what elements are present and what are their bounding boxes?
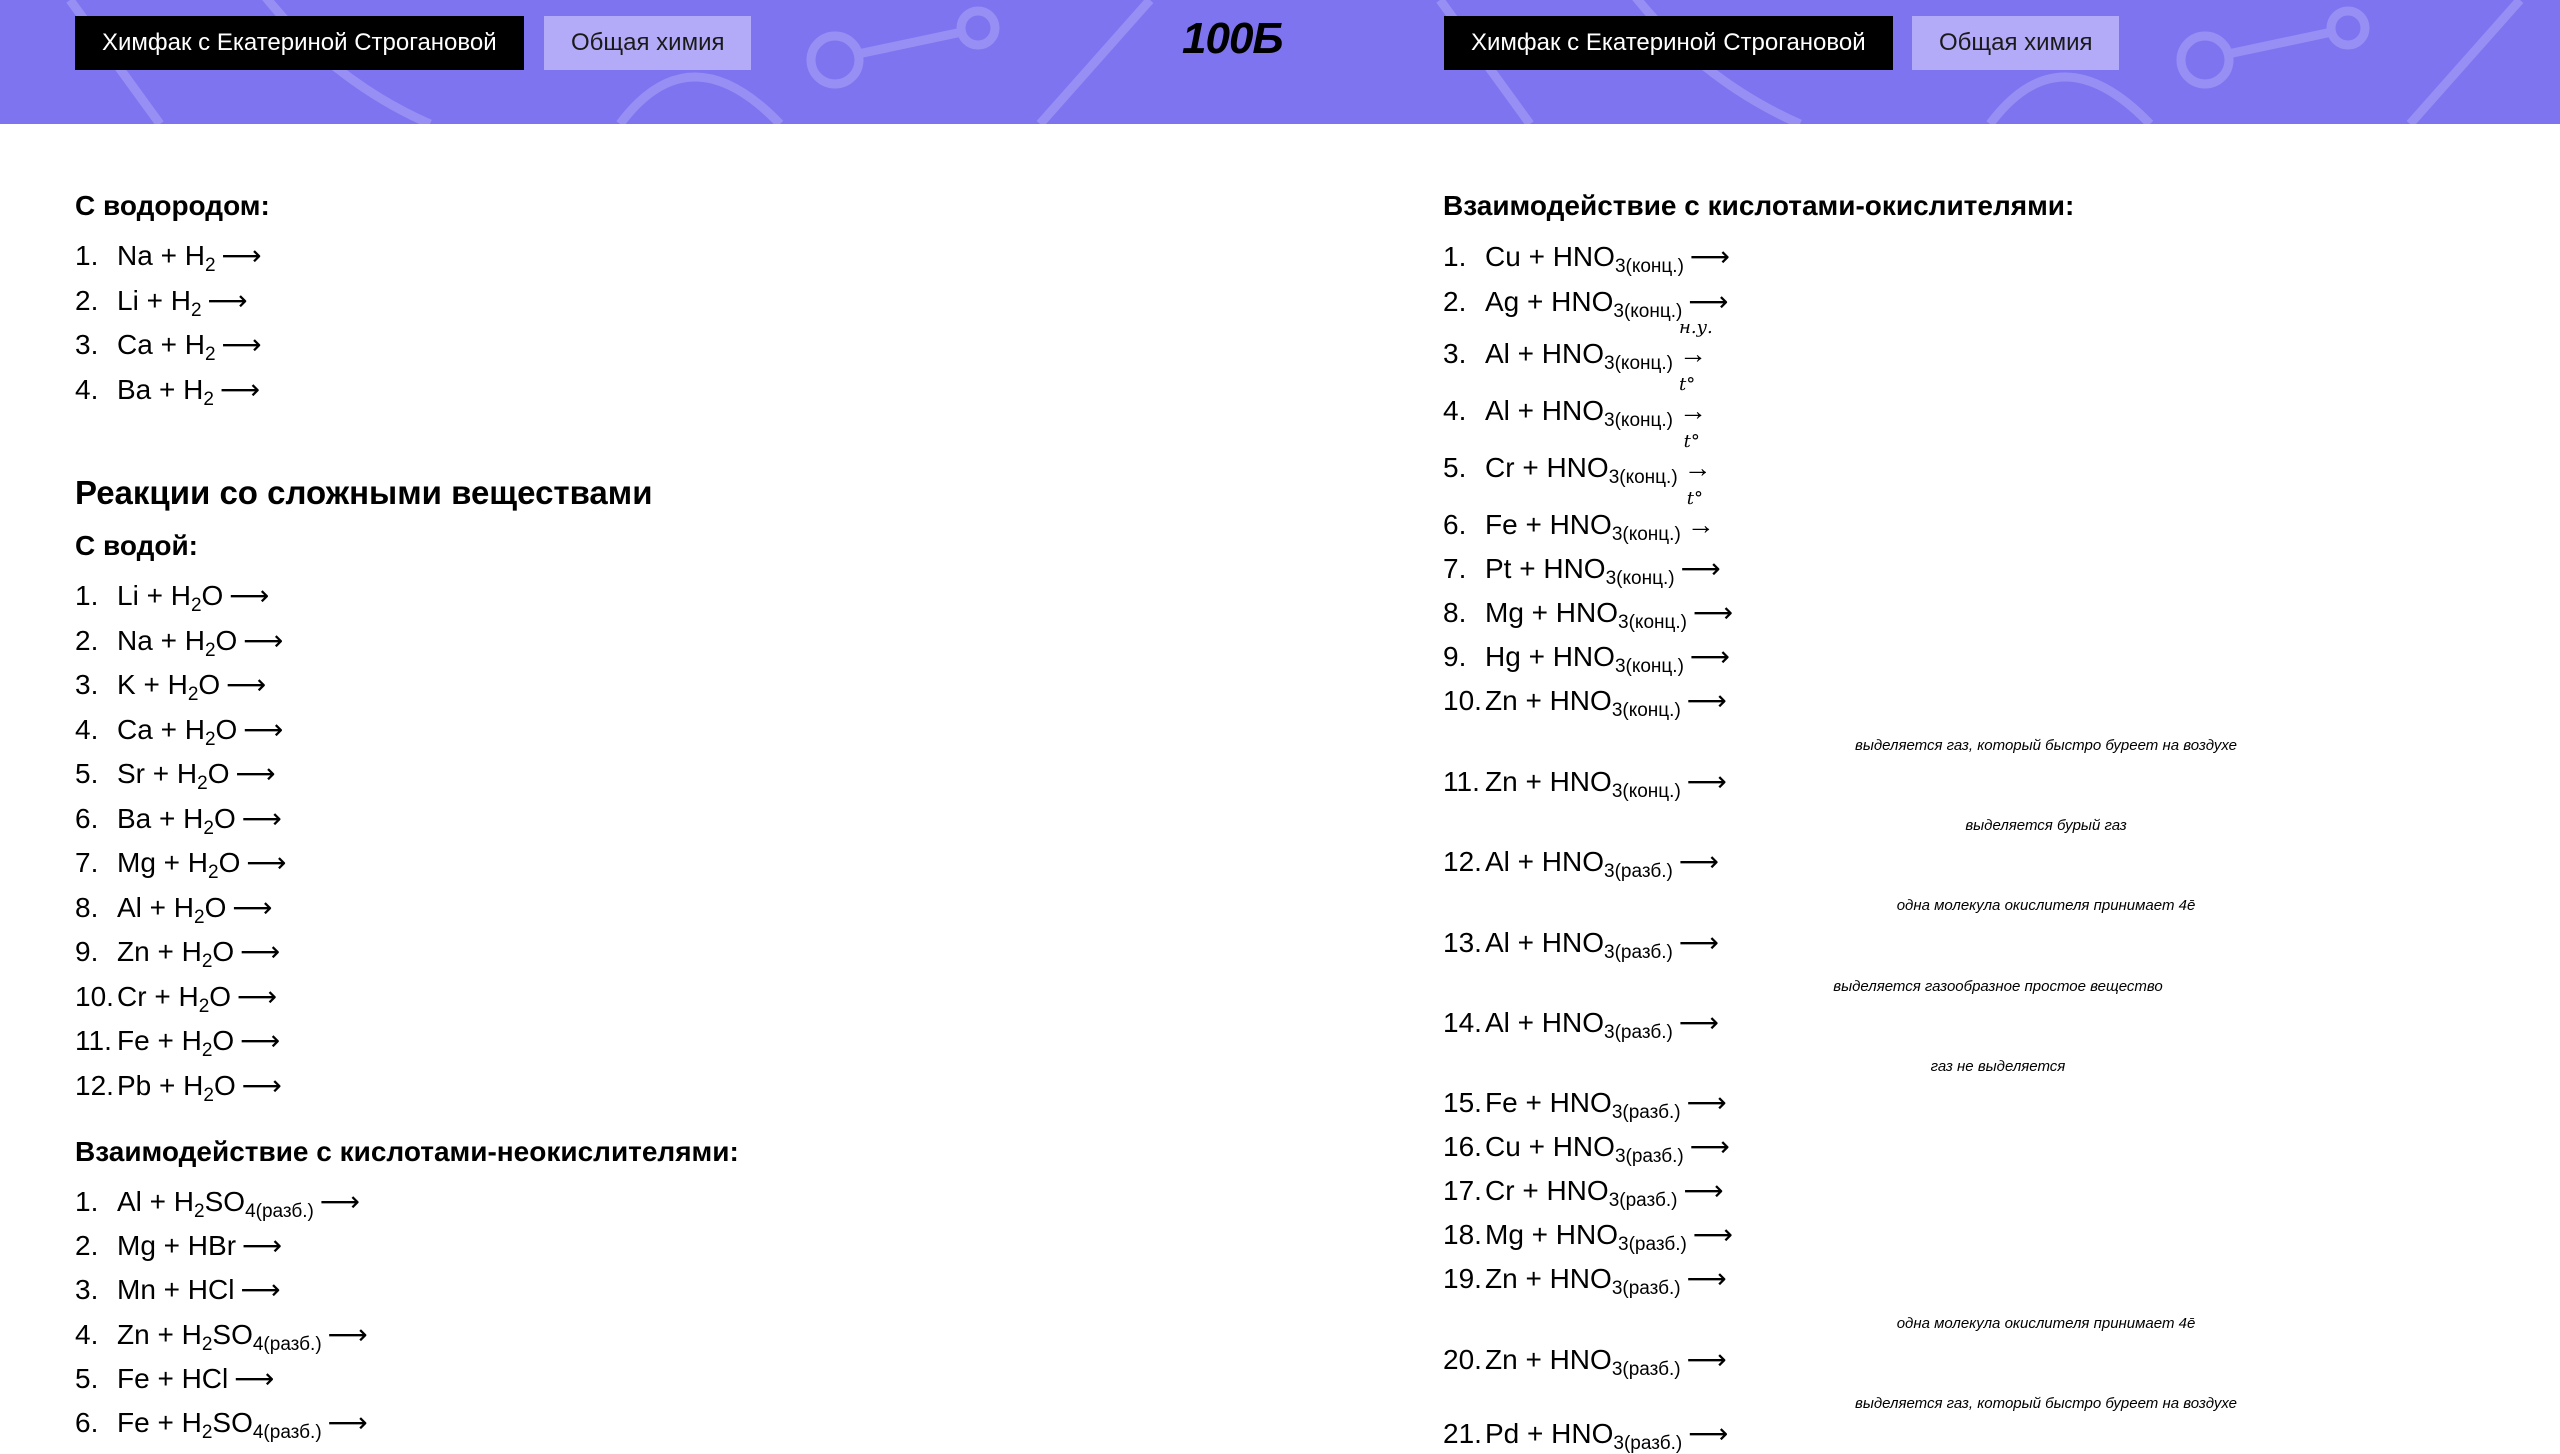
item-number: 5.: [75, 758, 99, 789]
subscript: 3(разб.): [1608, 1190, 1678, 1211]
reaction-arrow: [234, 1359, 274, 1399]
reactants-tail: O: [215, 713, 238, 745]
reactants: Mg + HBr: [117, 1230, 237, 1261]
subscript: 2: [201, 1422, 213, 1443]
reaction-arrow: [242, 1066, 282, 1106]
subscript: 3(разб.): [1613, 1433, 1683, 1454]
subscript: 3(разб.): [1604, 1022, 1673, 1043]
reactants: Pb + H: [117, 1069, 204, 1101]
item-number: 9.: [1443, 641, 1467, 672]
reaction-arrow: [1693, 1215, 1733, 1255]
item-number: 14.: [1443, 1007, 1482, 1038]
reactants-tail: SO: [212, 1319, 253, 1350]
subscript: 2: [201, 951, 213, 972]
arrow-glyph: ⟶: [327, 1319, 368, 1350]
subscript: 2: [187, 684, 199, 705]
item-number: 8.: [75, 891, 99, 923]
subscript: 3(разб.): [1611, 1359, 1681, 1380]
reaction-arrow: [1687, 762, 1727, 802]
header-banner: [0, 0, 2560, 124]
reactants: Hg + HNO: [1485, 641, 1615, 672]
reactants: K + H: [117, 669, 188, 700]
reactants: Zn + HNO: [1485, 766, 1612, 797]
item-number: 18.: [1443, 1219, 1482, 1250]
subscript: 2: [204, 255, 216, 276]
reaction-arrow: [242, 799, 282, 839]
water-section-title: С водой:: [75, 530, 198, 561]
arrow-glyph: ⟶: [234, 1363, 275, 1394]
reactants-tail: O: [213, 1069, 236, 1101]
subscript: 3(конц.): [1604, 410, 1673, 431]
equation-row: [1443, 637, 1730, 677]
equation-row: [75, 1021, 280, 1061]
reaction-hint: выделяется газ, который быстро буреет на воздухе: [1854, 1395, 2237, 1412]
equation-row: [1443, 1340, 1727, 1380]
reactants: Fe + H: [117, 1025, 202, 1056]
item-number: 13.: [1443, 927, 1482, 958]
item-number: 8.: [1443, 597, 1467, 628]
subscript: 2: [201, 1334, 213, 1355]
item-number: 7.: [75, 847, 99, 878]
arrow-glyph: →: [1679, 338, 1707, 369]
equation-row: [75, 1359, 274, 1399]
arrow-glyph: →: [1686, 509, 1715, 540]
item-number: 2.: [1443, 286, 1467, 317]
reaction-arrow: [242, 1226, 282, 1266]
arrow-glyph: →: [1683, 452, 1712, 483]
subscript: 3(разб.): [1611, 1102, 1681, 1123]
equation-row: [75, 1315, 368, 1355]
arrow-glyph: ⟶: [240, 1274, 281, 1305]
reactants: Cr + HNO: [1485, 1175, 1609, 1206]
equation-row: [75, 888, 273, 928]
subscript: 3(конц.): [1614, 256, 1684, 277]
reaction-arrow: [240, 932, 280, 972]
subscript: 3(конц.): [1605, 568, 1675, 589]
subscript: 3(конц.): [1613, 301, 1683, 322]
reaction-arrow: [1679, 923, 1719, 963]
arrow-glyph: ⟶: [1688, 286, 1729, 317]
reactants: Fe + HCl: [117, 1363, 229, 1394]
subject-tag: Общая химия: [544, 16, 751, 70]
item-number: 21.: [1443, 1418, 1482, 1449]
arrow-glyph: ⟶: [207, 285, 248, 316]
reactants: Al + H: [117, 891, 195, 923]
reactants: Ag + HNO: [1485, 286, 1614, 317]
reactants: Na + H: [117, 624, 205, 656]
subscript: 2: [190, 300, 202, 321]
item-number: 6.: [75, 1407, 99, 1438]
arrow-glyph: ⟶: [1683, 1175, 1724, 1206]
reaction-arrow: [1687, 681, 1727, 721]
arrow-glyph: ⟶: [242, 1230, 283, 1261]
item-number: 5.: [1443, 452, 1467, 483]
item-number: 6.: [75, 802, 99, 834]
equation-row: [1443, 1414, 1728, 1454]
reactants: Cu + HNO: [1485, 241, 1615, 272]
equation-row: [75, 325, 262, 365]
item-number: 1.: [75, 240, 99, 271]
nonoxidizing-acids-title: Взаимодействие с кислотами-неокислителями:: [75, 1136, 739, 1167]
arrow-glyph: ⟶: [226, 669, 267, 700]
reactants: Al + HNO: [1485, 395, 1605, 426]
arrow-glyph: ⟶: [240, 936, 281, 967]
equation-row: [75, 1066, 282, 1106]
arrow-glyph: →: [1679, 395, 1707, 426]
equation-row: [1443, 431, 1712, 488]
arrow-glyph: ⟶: [235, 758, 276, 789]
item-number: 2.: [75, 285, 99, 316]
item-number: 2.: [75, 1230, 99, 1261]
subscript: 2: [204, 344, 216, 365]
equation-row: [75, 236, 262, 276]
item-number: 4.: [1443, 395, 1467, 426]
arrow-glyph: ⟶: [243, 624, 284, 656]
equation-row: [75, 799, 282, 839]
reactants: Al + H: [117, 1186, 195, 1217]
equation-row: [75, 932, 280, 972]
item-number: 1.: [75, 580, 99, 611]
reaction-arrow: [246, 843, 286, 883]
reaction-arrow: [220, 370, 260, 410]
reaction-hint: выделяется газ, который быстро буреет на воздухе: [1854, 737, 2237, 754]
reaction-arrow: [1688, 1414, 1728, 1454]
equation-row: [1443, 1127, 1730, 1167]
item-number: 3.: [75, 669, 99, 700]
arrow-glyph: ⟶: [219, 374, 261, 405]
item-number: 11.: [1443, 766, 1480, 797]
subscript: 3(конц.): [1611, 700, 1681, 721]
subscript: 3(разб.): [1604, 861, 1673, 882]
arrow-glyph: ⟶: [246, 847, 287, 878]
arrow-glyph: ⟶: [1678, 927, 1719, 958]
item-number: 16.: [1443, 1131, 1482, 1162]
reactants-tail: SO: [212, 1407, 253, 1438]
equation-row: [1443, 1083, 1727, 1123]
arrow-glyph: ⟶: [243, 713, 284, 745]
reactants: Mn + HCl: [117, 1274, 235, 1305]
equation-row: [75, 576, 269, 616]
logo: 100Б: [1182, 14, 1283, 63]
equation-row: [1443, 923, 1719, 963]
course-tag: Химфак с Екатериной Строгановой: [75, 16, 524, 70]
subscript: 4(разб.): [245, 1201, 314, 1222]
equation-row: [1443, 317, 1713, 374]
reactants-tail: O: [215, 624, 238, 656]
reaction-arrow: [1679, 1003, 1719, 1043]
subscript: 3(конц.): [1611, 781, 1681, 802]
reaction-arrow: [222, 236, 262, 276]
subscript: 3(разб.): [1604, 942, 1673, 963]
reaction-arrow: [240, 1270, 280, 1310]
arrow-glyph: ⟶: [1689, 241, 1731, 272]
item-number: 17.: [1443, 1175, 1482, 1206]
reaction-arrow: [226, 665, 266, 705]
reaction-arrow: [1690, 1127, 1730, 1167]
reaction-arrow: [236, 754, 276, 794]
arrow-glyph: ⟶: [1686, 1087, 1727, 1118]
reactants: Ca + H: [117, 329, 205, 360]
equation-row: [1443, 237, 1730, 277]
reaction-arrow: [229, 576, 269, 616]
subscript: 2: [198, 995, 210, 1017]
arrow-glyph: ⟶: [221, 240, 262, 271]
reactants: Cr + H: [117, 980, 199, 1012]
reaction-condition: t°: [1686, 488, 1704, 509]
arrow-glyph: ⟶: [1678, 846, 1719, 877]
reaction-hint: выделяется газообразное простое вещество: [1833, 978, 2163, 995]
arrow-glyph: ⟶: [1689, 641, 1731, 672]
reactants-tail: SO: [204, 1186, 246, 1217]
reaction-hint: одна молекула окислителя принимает 4ē: [1896, 897, 2196, 914]
reaction-arrow: [1690, 237, 1730, 277]
equation-row: [1443, 1171, 1724, 1211]
reactants: Al + HNO: [1485, 846, 1605, 877]
equation-row: [1443, 374, 1707, 431]
item-number: 6.: [1443, 509, 1467, 540]
arrow-glyph: ⟶: [1678, 1007, 1719, 1038]
reactants: Mg + HNO: [1485, 597, 1619, 628]
item-number: 3.: [75, 1274, 99, 1305]
equation-row: [75, 1403, 368, 1443]
reactants: Al + HNO: [1485, 1007, 1605, 1038]
arrow-glyph: ⟶: [1686, 766, 1727, 797]
reactants: Zn + H: [117, 1319, 202, 1350]
equation-row: [75, 370, 260, 410]
subscript: 3(конц.): [1614, 656, 1684, 677]
reactants: Sr + H: [117, 758, 198, 789]
reaction-condition: t°: [1679, 374, 1696, 395]
subscript: 3(разб.): [1618, 1234, 1687, 1255]
reactants-tail: O: [198, 669, 221, 700]
item-number: 9.: [75, 936, 99, 967]
reactants-tail: O: [212, 1025, 235, 1056]
reactants: Zn + HNO: [1485, 1263, 1612, 1294]
reaction-arrow: [208, 281, 248, 321]
reactants: Mg + HNO: [1485, 1219, 1619, 1250]
item-number: 7.: [1443, 553, 1467, 584]
subscript: 3(конц.): [1608, 467, 1678, 488]
reaction-hint: выделяется бурый газ: [1965, 817, 2127, 834]
item-number: 3.: [1443, 338, 1467, 369]
subscript: 3(разб.): [1611, 1278, 1681, 1299]
arrow-glyph: ⟶: [1686, 685, 1727, 716]
equation-row: [1443, 488, 1715, 545]
item-number: 5.: [75, 1363, 99, 1394]
equation-row: [1443, 549, 1721, 589]
equation-row: [75, 843, 287, 883]
arrow-glyph: ⟶: [241, 1069, 282, 1101]
equation-row: [75, 281, 248, 321]
subscript: 4(разб.): [252, 1422, 322, 1443]
subscript: 3(конц.): [1604, 353, 1673, 374]
subscript: 2: [204, 639, 216, 661]
reactants-tail: O: [204, 891, 227, 923]
arrow-glyph: ⟶: [327, 1407, 368, 1438]
reaction-condition: t°: [1683, 431, 1700, 452]
equation-row: [1443, 593, 1733, 633]
arrow-glyph: ⟶: [237, 980, 278, 1012]
reaction-condition: н.у.: [1679, 317, 1713, 338]
reactants: Al + HNO: [1485, 338, 1605, 369]
arrow-glyph: ⟶: [241, 802, 282, 834]
reactants: Mg + H: [117, 847, 209, 878]
item-number: 1.: [1443, 241, 1467, 272]
item-number: 12.: [75, 1069, 114, 1101]
reactants: Fe + H: [117, 1407, 202, 1438]
arrow-glyph: ⟶: [1688, 1418, 1729, 1449]
subscript: 2: [203, 1084, 214, 1106]
subscript: 2: [194, 906, 205, 928]
equation-row: [75, 621, 283, 661]
item-number: 12.: [1443, 846, 1482, 877]
reactants-tail: O: [218, 847, 241, 878]
item-number: 10.: [75, 980, 114, 1012]
item-number: 3.: [75, 329, 99, 360]
hydrogen-section-title: С водородом:: [75, 190, 270, 221]
reaction-arrow: [1684, 1171, 1724, 1211]
equation-row: [1443, 681, 1727, 721]
reactants: Ba + H: [117, 374, 204, 405]
reaction-arrow: [240, 1021, 280, 1061]
reactants-tail: O: [201, 580, 224, 611]
reaction-arrow: [328, 1403, 368, 1443]
subscript: 3(конц.): [1618, 612, 1687, 633]
arrow-glyph: ⟶: [229, 580, 270, 611]
reaction-arrow: [237, 977, 277, 1017]
equation-row: [1443, 1259, 1727, 1299]
item-number: 4.: [75, 713, 99, 745]
equation-row: [75, 710, 283, 750]
item-number: 11.: [75, 1025, 112, 1056]
arrow-glyph: ⟶: [1692, 1219, 1733, 1250]
item-number: 15.: [1443, 1087, 1482, 1118]
reactants: Cu + HNO: [1485, 1131, 1615, 1162]
arrow-glyph: ⟶: [1689, 1131, 1730, 1162]
subscript: 3(конц.): [1611, 524, 1681, 545]
reactants-tail: O: [213, 802, 236, 834]
equation-row: [75, 1182, 360, 1222]
reactants: Na + H: [117, 240, 205, 271]
subscript: 2: [208, 862, 219, 883]
arrow-glyph: ⟶: [240, 1025, 281, 1056]
reaction-arrow: [1693, 593, 1733, 633]
subject-tag-right: Общая химия: [1912, 16, 2119, 70]
reactants-tail: O: [207, 758, 230, 789]
reaction-arrow: [328, 1315, 368, 1355]
reaction-arrow: [1687, 1340, 1727, 1380]
reactants: Al + HNO: [1485, 927, 1605, 958]
reactants: Pd + HNO: [1485, 1418, 1614, 1449]
equation-row: [75, 1270, 281, 1310]
reaction-arrow: [232, 888, 272, 928]
equation-row: [1443, 842, 1719, 882]
reaction-arrow: [243, 710, 283, 750]
reactants: Zn + H: [117, 936, 202, 967]
equation-row: [1443, 1003, 1719, 1043]
reactants: Zn + HNO: [1485, 685, 1612, 716]
reactants: Li + H: [117, 580, 191, 611]
equation-row: [75, 665, 266, 705]
reaction-arrow: [1679, 842, 1719, 882]
reaction-arrow: [320, 1182, 360, 1222]
subscript: 2: [194, 1201, 205, 1222]
reactants-tail: O: [212, 936, 235, 967]
arrow-glyph: ⟶: [232, 891, 273, 923]
reactants-tail: O: [209, 980, 232, 1012]
subscript: 2: [190, 595, 202, 616]
reactants: Fe + HNO: [1485, 1087, 1612, 1118]
reaction-arrow: [1686, 488, 1715, 545]
subscript: 2: [204, 728, 216, 750]
reaction-arrow: [1681, 549, 1721, 589]
arrow-glyph: ⟶: [319, 1186, 361, 1217]
reaction-arrow: [1690, 637, 1730, 677]
item-number: 4.: [75, 374, 99, 405]
reactants: Fe + HNO: [1485, 509, 1612, 540]
arrow-glyph: ⟶: [1686, 1263, 1727, 1294]
subscript: 2: [197, 773, 208, 794]
reactants: Cr + HNO: [1485, 452, 1609, 483]
subscript: 2: [203, 389, 214, 410]
reactants: Pt + HNO: [1485, 553, 1606, 584]
equation-row: [75, 754, 276, 794]
equation-row: [1443, 762, 1727, 802]
subscript: 4(разб.): [252, 1334, 322, 1355]
arrow-glyph: ⟶: [1693, 597, 1734, 628]
reactants: Li + H: [117, 285, 191, 316]
oxidizing-acids-title: Взаимодействие с кислотами-окислителями:: [1443, 190, 2075, 221]
equation-row: [1443, 1215, 1733, 1255]
subscript: 2: [201, 1040, 213, 1061]
arrow-glyph: ⟶: [221, 329, 262, 360]
subscript: 2: [203, 817, 214, 839]
reaction-arrow: [1687, 1083, 1727, 1123]
equation-row: [75, 977, 277, 1017]
arrow-glyph: ⟶: [1680, 553, 1721, 584]
reactants: Ba + H: [117, 802, 204, 834]
reaction-arrow: [1687, 1259, 1727, 1299]
course-tag-right: Химфак с Екатериной Строгановой: [1444, 16, 1893, 70]
reaction-hint: одна молекула окислителя принимает 4ē: [1896, 1315, 2196, 1332]
reactants: Ca + H: [117, 713, 205, 745]
item-number: 2.: [75, 624, 99, 656]
complex-reactions-title: Реакции со сложными веществами: [75, 474, 653, 511]
reaction-hint: газ не выделяется: [1930, 1058, 2066, 1075]
reaction-arrow: [243, 621, 283, 661]
reaction-arrow: [222, 325, 262, 365]
arrow-glyph: ⟶: [1686, 1344, 1727, 1375]
reactants: Zn + HNO: [1485, 1344, 1612, 1375]
item-number: 10.: [1443, 685, 1482, 716]
item-number: 20.: [1443, 1344, 1482, 1375]
subscript: 3(разб.): [1614, 1146, 1684, 1167]
equation-row: [75, 1226, 282, 1266]
item-number: 19.: [1443, 1263, 1482, 1294]
item-number: 4.: [75, 1319, 99, 1350]
item-number: 1.: [75, 1186, 99, 1217]
